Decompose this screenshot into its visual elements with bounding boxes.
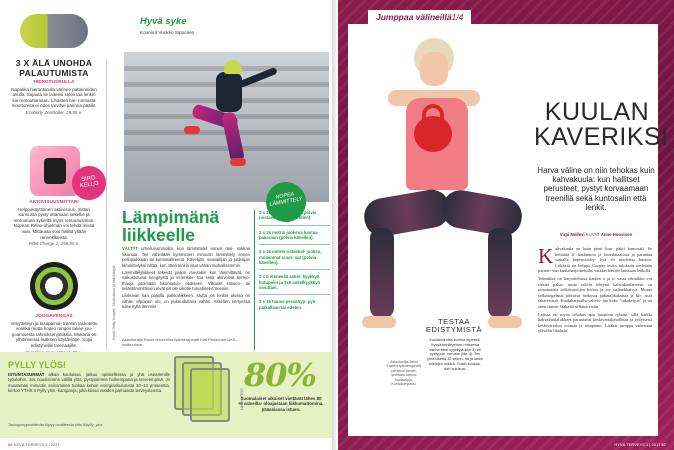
footer-text: HYVÄ TERVEYS 1 | 2017 xyxy=(13,442,60,447)
body-text: ahvakuula on kuin pieni kun- pakti kuntosali. Se kehittää li- haskuntoa ja koordinaatiota ja parantaa samalla hapenottoky- kyä eli aerobista kuntoa. Liikkeiä on helppo Cooper testin tuloksiin tiedetään parane- van kuulaharjoittelulla, vaikkei käviisi lainkaan lenkillä. xyxy=(538,246,652,274)
section-kicker: Hyvä syke xyxy=(140,16,187,27)
column-divider xyxy=(106,60,107,350)
runner-photo xyxy=(124,52,329,202)
body-paragraph xyxy=(122,270,250,292)
pylly-source: Taukojumppavideoita löytyy osoitteesta yths.fi/pylly_ylos xyxy=(8,423,103,427)
sidebar-item-source: Ecobody ZenRoller, 29,95 e. xyxy=(25,109,83,115)
content-panel xyxy=(348,24,669,436)
model-figure xyxy=(488,316,522,328)
warmup-tips xyxy=(254,210,330,350)
test-title: TESTAA EDISTYMISTÄ xyxy=(425,317,483,335)
section-name: Jumppaa välineillä xyxy=(376,12,452,22)
sidebar-heading: 3 X ÄLÄ UNOHDA PALAUTUMISTA xyxy=(15,58,93,78)
page-number: 67 xyxy=(661,442,666,447)
article-body xyxy=(538,246,652,336)
tip-item: 3 x 15 hauva perushyp- pyä paikallaan tai edeten. xyxy=(259,299,316,310)
model-figure xyxy=(420,52,448,86)
page-number: 66 xyxy=(8,442,13,447)
author-name: Virpi Mellevi xyxy=(559,232,585,237)
drop-cap: K xyxy=(538,244,554,268)
article-deck: Harva väline on niin tehokas kuin kahvakuula: kun hallitset perusteet, pystyt korvaamaan treenillä sekä kuntosalin että lenkit. xyxy=(537,166,655,212)
test-body: Kuulaliuikoilta kuntoa mpeesti. Kysyä kehittymisen mittarina esimerkiksi kyykkyjä ilike 3) tai pystypun- nerusta (like 4). Tee yhtä liikettä 30 sekun- tia ja laske toistojen määrä. Toista kuukau- den kuluttua. xyxy=(427,338,483,371)
body-paragraph xyxy=(538,276,652,310)
percent-caption: Suomalaiset aikuiset viettävät lähes 80 % valveilla- oloajastaan liikkumattomina, pääasiassa istuen. xyxy=(238,396,324,412)
left-page xyxy=(0,0,332,450)
sidebar-item-tag: HIEROTUSRULLA xyxy=(33,80,75,85)
body-text: Lämmittelyliikkeet tekevät paljon muutakin kun lämmittävät, ne valkustutuvat hengitystä ja verenkier- toa sekä aktivoivat hermo-thauja jotoimään liikuntasuo- ritukseen. Vilkaset sitseen- tai seläntämmittimen eivät sis ole oikotie turvalliseen treeniin. xyxy=(122,269,250,291)
article-headline: KUULAN KAVERIKSI xyxy=(534,98,669,151)
bleacher-row xyxy=(124,146,329,151)
model-figure xyxy=(488,228,512,318)
expert-caption: Asiantuntija Jenni Eskelin fysioterapeutti, personal trainer, sertifioitu kahva- kuulavitpjä, Kuntokompassi. xyxy=(386,360,422,387)
sidebar-item-wheel xyxy=(10,314,98,355)
tracker-face xyxy=(44,158,66,184)
sidebar-item-text: Venytteleyn ja tasapainoi- treenin taskotettu vonkka mutta kopeo renges takee jou- goamisesta rahmiksenjottiksia. Mukana on ylhöinneisia lisäksen käytäviöpe. Sopii edistyneille treenaajille. xyxy=(10,320,98,348)
sidebar-item-text: Helppokäyttöinen aktiivisuus- mittari kannusta pysty ottamaan sekellie ja rentoutuen syketitä myös rentoutusmian. Nopean Relax-ohjelman voi tehdä missä vain. Mittausta voin hallita yllään ranneklkeista. xyxy=(13,206,95,240)
tip-divider xyxy=(259,269,330,270)
pylly-body xyxy=(8,372,170,394)
tip-item: 3 x 15 metrin juoksua kantaa pakaraan (polvia kävellen). xyxy=(259,229,318,241)
body-paragraph xyxy=(122,246,250,268)
sidebar-item-text: Napakka hierontarulla värinee patteineiden avulla. Sujauta se laiteesi sekin taa lenkin koi rentouttamaan. Lihasten hie- ronnasta moottoreita ei edes tarvitse pannna päälle. xyxy=(11,86,97,109)
tip-item: 3 x 6 etenevää askel- kyykkyä kutupeiin ja 3x6 askelkyykkyä sivuttain. xyxy=(259,274,320,291)
sidebar-item-tag: JOOGAVENGAS xyxy=(35,314,73,319)
siro-kello-badge: SIRO KELLO xyxy=(70,164,108,202)
chairs-illustration xyxy=(174,356,238,426)
tip-item: 3 x 15 metrin ristaskel- juoksu, molemmat suun- nat (polvia kävellen). xyxy=(259,249,322,266)
footer-text: HYVÄ TERVEYS 1 | 2017 xyxy=(614,442,661,447)
chairs-credit: Lähde: YTHS xyxy=(240,388,244,410)
model-figure xyxy=(362,316,396,328)
body-paragraph xyxy=(122,293,250,310)
tip-divider xyxy=(259,225,330,226)
tip-item: 3 x 15 metrin juoksua polvia nostaen (polvia kävellen). xyxy=(259,210,317,221)
byline: Koonnut Vuokko Sipponen xyxy=(140,30,195,35)
runner-figure xyxy=(230,158,246,166)
article-headline: Lämpimänä liikkeelle xyxy=(122,207,220,245)
runner-figure xyxy=(216,72,242,112)
sidebar-item-source: Fitbit Charge 2, 158,95 e. xyxy=(28,241,80,247)
body-text: Liikkuvan saa paljolla paikkaliikkeen. Mutta jos lenkin alussa on vähän vilpoinen olo, on pukeuduttava vähän. Askelten kertyessä tulee kyllä lämmin! xyxy=(122,293,250,309)
expert-credit: Asiantuntija Raoul Harschilm fysioterapeutti Kati Peasonen UKK-instituutista. xyxy=(122,337,237,347)
quick-warmup-badge: NOPEA LÄMMITTELY xyxy=(263,179,309,225)
body-text: urheiluvammoilta, kun lämmittelet ennen rasi- sokkaa liikuntaa. Tee vähintään kymmenen minuutin lämmittely ennen pelinpaikkaan tai kuntosalitreenä. Kävelijän, sauvailijan ja juoksijan lämmittelyksi riittää, kun otteo lenkin alun vähän rauhallisemmin. xyxy=(122,246,250,268)
sidebar-item-tracker xyxy=(10,200,98,247)
runner-figure xyxy=(224,60,242,74)
photographer-name: Anne Huovinen xyxy=(600,232,633,237)
photo-credit: Kuvat Getty Images, Studiostock ja valmistajat xyxy=(112,266,116,340)
kettlebell-icon xyxy=(414,116,452,152)
page-footer-left xyxy=(8,442,60,447)
foam-roller-image xyxy=(20,14,88,48)
right-page xyxy=(338,0,674,450)
photo-label: KUVAT xyxy=(585,232,600,237)
page-footer-right xyxy=(614,442,666,447)
section-label xyxy=(368,10,471,24)
body-text: Lajissa on myös tehokas apu huonoon ryhtiin, sillä kaikki kahvakuulaliikkeet parantavat keskivartalohallinaa ja erityisesti keskivartalon voimaa ja tasapaino. Lisäksi jumppa vahvistaa ylävälin lihaksia. xyxy=(538,311,652,334)
body-text: Tekniikka on harjoittelussa kaiken a ja o: vasta tekniikka voi riskita pahat. muta oikein tehtynä kahvakuulatreeni on erinomaista selkävaivojen hoitoa ja en- naltaehkäisyä. Monet selkäongelmat johtuvat heikosta pakaralihaksista ja kii- ristä takareisistä. Kuulaharjoallu vahvis- taa koko "takaketjua" ja on siten täsmä- lääkettä selkäoireisiin. xyxy=(538,275,652,309)
byline xyxy=(534,232,658,237)
yoga-wheel-image xyxy=(30,262,78,310)
kettlebell-photo xyxy=(348,24,534,436)
model-figure xyxy=(439,187,524,238)
body-paragraph xyxy=(538,246,652,274)
runner-figure xyxy=(184,126,200,134)
sidebar-item-roller xyxy=(10,80,98,116)
body-lead: VÄLTYT xyxy=(122,246,138,251)
pylly-lead: ISTUNTASURMAT xyxy=(8,372,45,377)
sidebar-item-tag: AKTIIVISUUSMITTARI xyxy=(29,200,79,205)
section-number: 1/4 xyxy=(451,12,464,22)
tip-divider xyxy=(259,294,330,295)
article-body xyxy=(122,246,250,311)
body-paragraph xyxy=(538,312,652,334)
pylly-title: PYLLY YLÖS! xyxy=(8,360,66,370)
pylly-text: alkaa kouluissa, jatkuu opiskelleissa ja yhä useammille työuloihin. Jos nousisimme välillä ylös, pystyisimme hoikempana ja terveempinä. Jo muutaman minuutin seisominen tuokaa kehon energiankulutusta 10–13 prosenttia, kertoo YTHS:n Pylly ylös -kampanja, joka kiissa vuoden parhaasta terveysteosta. xyxy=(8,372,170,394)
percent-figure: 80% xyxy=(244,356,316,394)
model-figure xyxy=(370,228,394,318)
tip-divider xyxy=(259,244,330,245)
chair-image xyxy=(190,368,230,422)
